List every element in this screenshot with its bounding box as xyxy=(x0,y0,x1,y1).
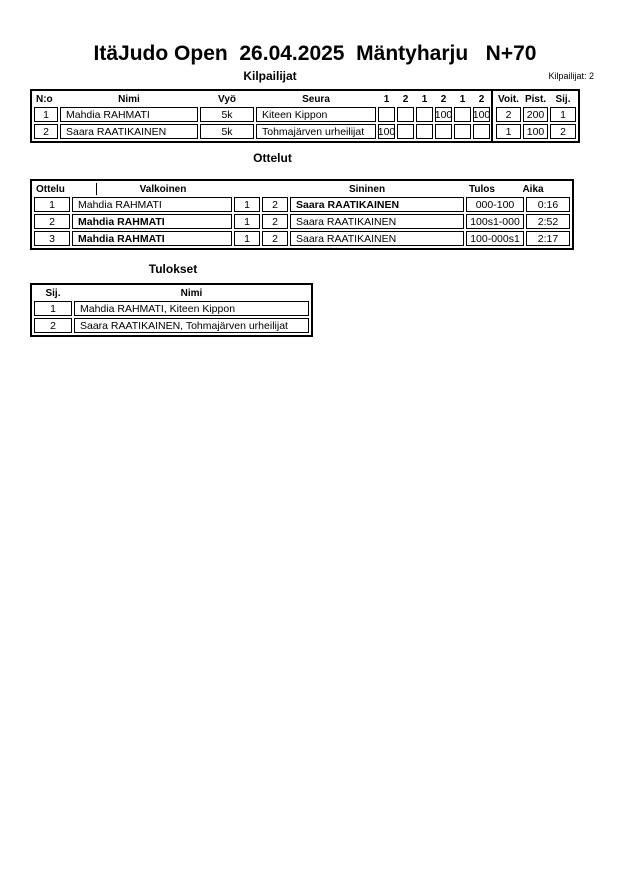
score-cell xyxy=(435,124,452,139)
competitor-name: Mahdia RAHMATI xyxy=(60,107,198,122)
header-score-3: 1 xyxy=(421,93,428,105)
header-result: Tulos xyxy=(469,183,495,195)
header-score-2: 2 xyxy=(402,93,409,105)
matches-table xyxy=(30,179,574,250)
score-cell: 100 xyxy=(377,125,396,138)
competitor-row xyxy=(34,107,576,122)
result-row xyxy=(34,318,309,333)
match-result: 100-000s1 xyxy=(466,231,524,246)
competitor-wins: 2 xyxy=(496,107,521,122)
score-cell: 100 xyxy=(434,108,453,121)
header-place: Sij. xyxy=(45,287,61,299)
match-col1: 1 xyxy=(234,231,260,246)
match-row xyxy=(34,231,570,246)
header-club: Seura xyxy=(302,93,330,105)
match-no: 3 xyxy=(34,231,70,246)
page-title: ItäJudo Open 26.04.2025 Mäntyharju N+70 xyxy=(93,42,537,65)
header-score-6: 2 xyxy=(478,93,485,105)
competitors-header-row xyxy=(34,93,576,105)
competitor-name: Saara RAATIKAINEN xyxy=(60,124,198,139)
match-white-name: Mahdia RAHMATI xyxy=(72,231,232,246)
header-spacer xyxy=(229,183,281,195)
score-cell xyxy=(378,107,395,122)
competitor-club: Kiteen Kippon xyxy=(256,107,376,122)
header-belt: Vyö xyxy=(218,93,236,105)
result-name: Saara RAATIKAINEN, Tohmajärven urheilijat xyxy=(74,318,309,333)
score-cell xyxy=(454,107,471,122)
match-blue-name: Saara RAATIKAINEN xyxy=(290,231,464,246)
header-score-4: 2 xyxy=(440,93,447,105)
header-points: Pist. xyxy=(524,93,547,105)
match-row xyxy=(34,197,570,212)
match-col2: 2 xyxy=(262,197,288,212)
result-name: Mahdia RAHMATI, Kiteen Kippon xyxy=(74,301,309,316)
competitor-club: Tohmajärven urheilijat xyxy=(256,124,376,139)
competitor-row xyxy=(34,124,576,139)
header-score-5: 1 xyxy=(459,93,466,105)
competitors-table xyxy=(30,89,580,143)
header-white: Valkoinen xyxy=(139,183,187,195)
match-col1: 1 xyxy=(234,197,260,212)
matches-header-row xyxy=(34,183,570,195)
match-result: 100s1-000 xyxy=(466,214,524,229)
score-cell xyxy=(397,107,414,122)
result-place: 2 xyxy=(34,318,72,333)
score-cell xyxy=(416,107,433,122)
header-match: Ottelu xyxy=(34,183,97,195)
match-time: 2:17 xyxy=(526,231,570,246)
match-white-name: Mahdia RAHMATI xyxy=(72,197,232,212)
results-table xyxy=(30,283,313,337)
competitor-points: 100 xyxy=(523,124,548,139)
results-section-title: Tulokset xyxy=(148,262,198,276)
result-place: 1 xyxy=(34,301,72,316)
match-time: 0:16 xyxy=(526,197,570,212)
competitor-no: 1 xyxy=(34,107,58,122)
competitor-belt: 5k xyxy=(200,124,254,139)
match-col2: 2 xyxy=(262,214,288,229)
competitors-count: Kilpailijat: 2 xyxy=(548,71,594,81)
header-wins: Voit. xyxy=(498,93,519,105)
score-cell: 100 xyxy=(472,108,491,121)
header-place: Sij. xyxy=(555,93,571,105)
match-no: 1 xyxy=(34,197,70,212)
match-no: 2 xyxy=(34,214,70,229)
results-header-row xyxy=(34,287,309,299)
competitor-place: 2 xyxy=(550,124,576,139)
score-cell xyxy=(473,124,490,139)
matches-section-title: Ottelut xyxy=(253,151,292,165)
score-cell xyxy=(416,124,433,139)
result-row xyxy=(34,301,309,316)
competitor-place: 1 xyxy=(550,107,576,122)
competitor-points: 200 xyxy=(523,107,548,122)
header-time: Aika xyxy=(522,183,544,195)
competitors-section-title: Kilpailijat xyxy=(243,69,297,83)
header-name: Nimi xyxy=(180,287,203,299)
match-col1: 1 xyxy=(234,214,260,229)
competitor-wins: 1 xyxy=(496,124,521,139)
thick-column-divider xyxy=(491,89,493,143)
header-blue: Sininen xyxy=(348,183,386,195)
match-blue-name: Saara RAATIKAINEN xyxy=(290,197,464,212)
header-no: N:o xyxy=(36,93,53,105)
score-cell xyxy=(397,124,414,139)
match-time: 2:52 xyxy=(526,214,570,229)
match-col2: 2 xyxy=(262,231,288,246)
competitor-belt: 5k xyxy=(200,107,254,122)
competitor-no: 2 xyxy=(34,124,58,139)
match-row xyxy=(34,214,570,229)
score-cell xyxy=(454,124,471,139)
match-white-name: Mahdia RAHMATI xyxy=(72,214,232,229)
match-result: 000-100 xyxy=(466,197,524,212)
header-name: Nimi xyxy=(118,93,140,105)
match-blue-name: Saara RAATIKAINEN xyxy=(290,214,464,229)
header-score-1: 1 xyxy=(383,93,390,105)
